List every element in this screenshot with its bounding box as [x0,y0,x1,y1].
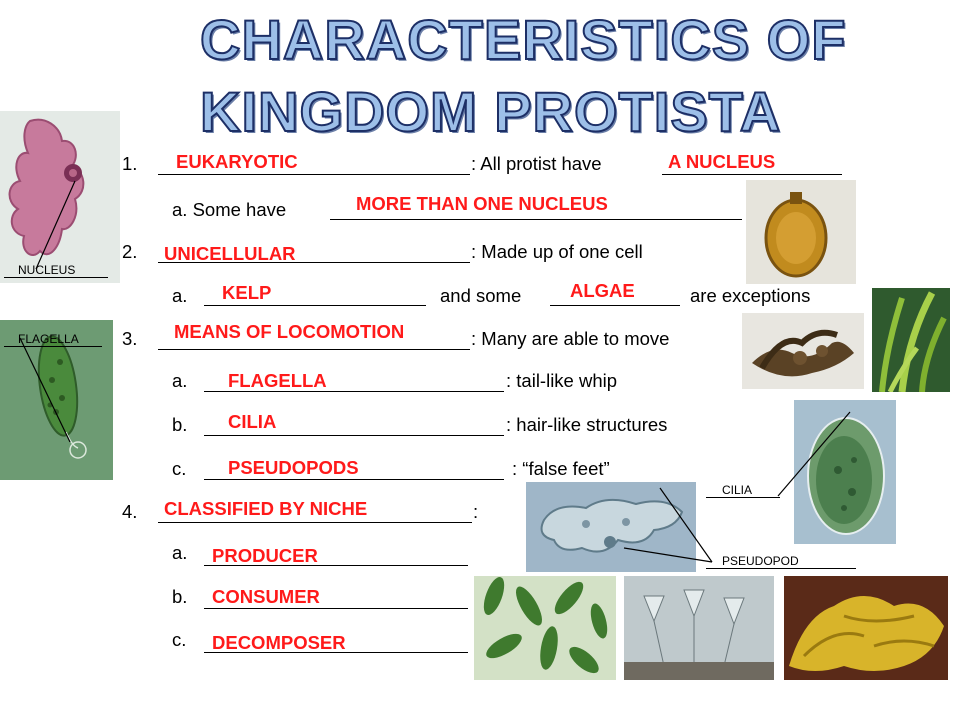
amoeba-nucleus-photo [0,111,120,283]
item-3b-blank [204,435,504,436]
answer-more-than-one-nucleus: MORE THAN ONE NUCLEUS [356,193,608,214]
nucleus-caption-line [4,277,108,278]
decomposer-slime-mold-photo [784,576,948,680]
item-3-text: : Many are able to move [471,328,670,349]
item-2a-blank-1 [204,305,426,306]
answer-unicellular: UNICELLULAR [164,243,296,264]
item-2-number: 2. [122,241,138,262]
item-3a-blank [204,391,504,392]
green-algae-photo [872,288,950,392]
flagella-caption: FLAGELLA [18,332,79,346]
flagella-caption-line [4,346,102,347]
item-3a-text: : tail-like whip [506,370,618,391]
item-2a-prefix: a. [172,285,188,306]
answer-pseudopods: PSEUDOPODS [228,457,359,478]
pseudopod-caption-line [706,568,856,569]
item-4c-prefix: c. [172,629,187,650]
nucleus-caption: NUCLEUS [18,263,76,277]
item-3b-text: : hair-like structures [506,414,668,435]
item-4a-prefix: a. [172,542,188,563]
item-3c-text: : “false feet” [512,458,610,479]
answer-decomposer: DECOMPOSER [212,632,346,653]
kelp-photo [742,313,864,389]
item-2a-blank-2 [550,305,680,306]
item-4-colon: : [473,501,479,522]
answer-algae: ALGAE [570,280,635,301]
item-4-blank [158,522,472,523]
pseudopod-caption: PSEUDOPOD [722,554,799,568]
answer-producer: PRODUCER [212,545,318,566]
consumer-vorticella-photo [624,576,774,680]
item-1-text: : All protist have [471,153,602,174]
item-3c-blank [204,479,504,480]
cilia-pointer-line [770,406,860,501]
producer-euglena-photo [474,576,616,680]
item-3a-prefix: a. [172,370,188,391]
item-3c-prefix: c. [172,458,187,479]
title-line-2: KINGDOM PROTISTA [200,80,782,143]
item-2a-mid: and some [440,285,522,306]
answer-cilia: CILIA [228,411,277,432]
answer-consumer: CONSUMER [212,586,320,607]
answer-flagella: FLAGELLA [228,370,327,391]
item-3b-prefix: b. [172,414,188,435]
pseudopod-pointer-lines [600,478,720,574]
item-3-number: 3. [122,328,138,349]
item-1-blank-2 [662,174,842,175]
answer-kelp: KELP [222,282,272,303]
title-line-1: CHARACTERISTICS OF [200,8,847,71]
brown-protist-photo [746,180,856,284]
item-1a-blank [330,219,742,220]
item-1a-text: a. Some have [172,199,287,220]
item-1-number: 1. [122,153,138,174]
item-4b-blank [204,608,468,609]
answer-eukaryotic: EUKARYOTIC [176,151,298,172]
item-4-number: 4. [122,501,138,522]
cilia-caption: CILIA [722,483,753,497]
item-2a-end: are exceptions [690,285,811,306]
answer-means-of-locomotion: MEANS OF LOCOMOTION [174,321,405,342]
item-4b-prefix: b. [172,586,188,607]
item-3-blank [158,349,470,350]
answer-classified-by-niche: CLASSIFIED BY NICHE [164,498,368,519]
answer-a-nucleus: A NUCLEUS [668,151,776,172]
item-2-text: : Made up of one cell [471,241,643,262]
item-1-blank [158,174,470,175]
